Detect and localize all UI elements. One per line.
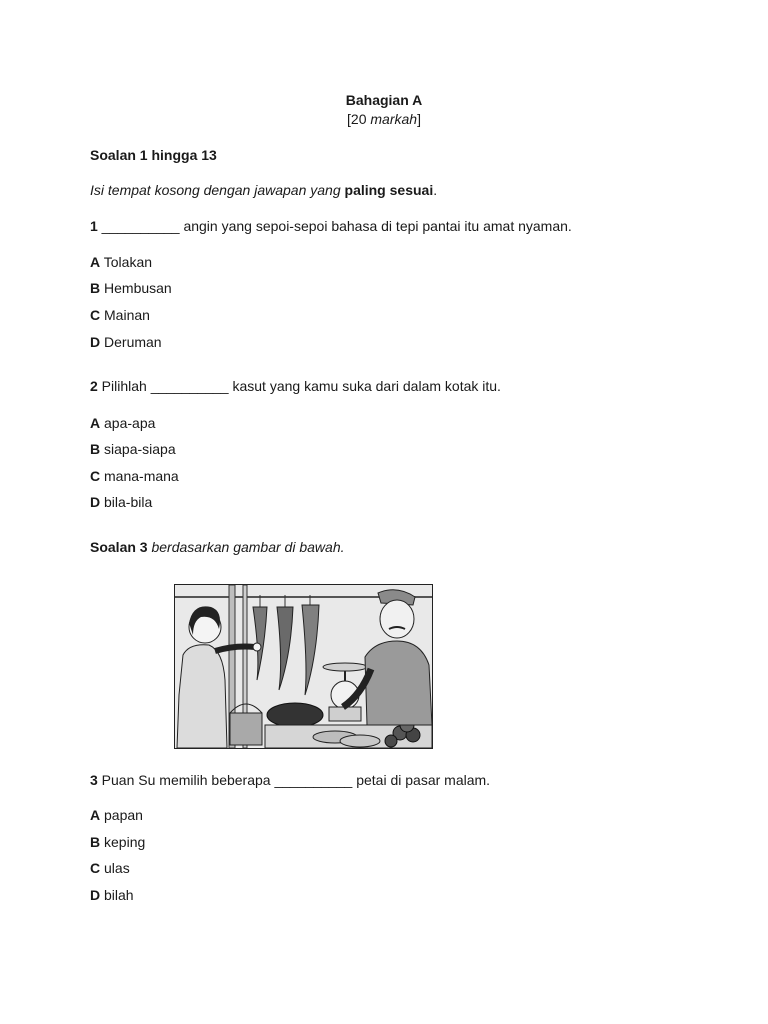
question-3: 3 Puan Su memilih beberapa __________ petai di pasar malam. (90, 772, 491, 788)
q1-option-b: B Hembusan (90, 280, 172, 296)
question-3-intro: Soalan 3 berdasarkan gambar di bawah. (90, 539, 345, 555)
q3-option-b: B keping (90, 834, 146, 850)
question-2: 2 Pilihlah __________ kasut yang kamu suka dari dalam kotak itu. (90, 378, 501, 394)
section-title: Bahagian A (345, 92, 423, 108)
instruction: Isi tempat kosong dengan jawapan yang paling sesuai. (90, 182, 438, 198)
marks-label: [20 markah] (347, 111, 421, 127)
q1-option-c: C Mainan (90, 307, 150, 323)
q2-option-c: C mana-mana (90, 468, 179, 484)
q2-option-d: D bila-bila (90, 494, 153, 510)
question-range-heading: Soalan 1 hingga 13 (90, 147, 217, 163)
q3-option-a: A papan (90, 807, 143, 823)
q1-option-a: A Tolakan (90, 254, 153, 270)
q2-option-b: B siapa-siapa (90, 441, 176, 457)
question-1: 1 __________ angin yang sepoi-sepoi bahasa di tepi pantai itu amat nyaman. (90, 218, 572, 234)
q1-option-d: D Deruman (90, 334, 162, 350)
market-stall-drawing (175, 585, 432, 748)
q2-option-a: A apa-apa (90, 415, 156, 431)
market-stall-illustration (174, 584, 433, 749)
q3-option-d: D bilah (90, 887, 134, 903)
q3-option-c: C ulas (90, 860, 130, 876)
